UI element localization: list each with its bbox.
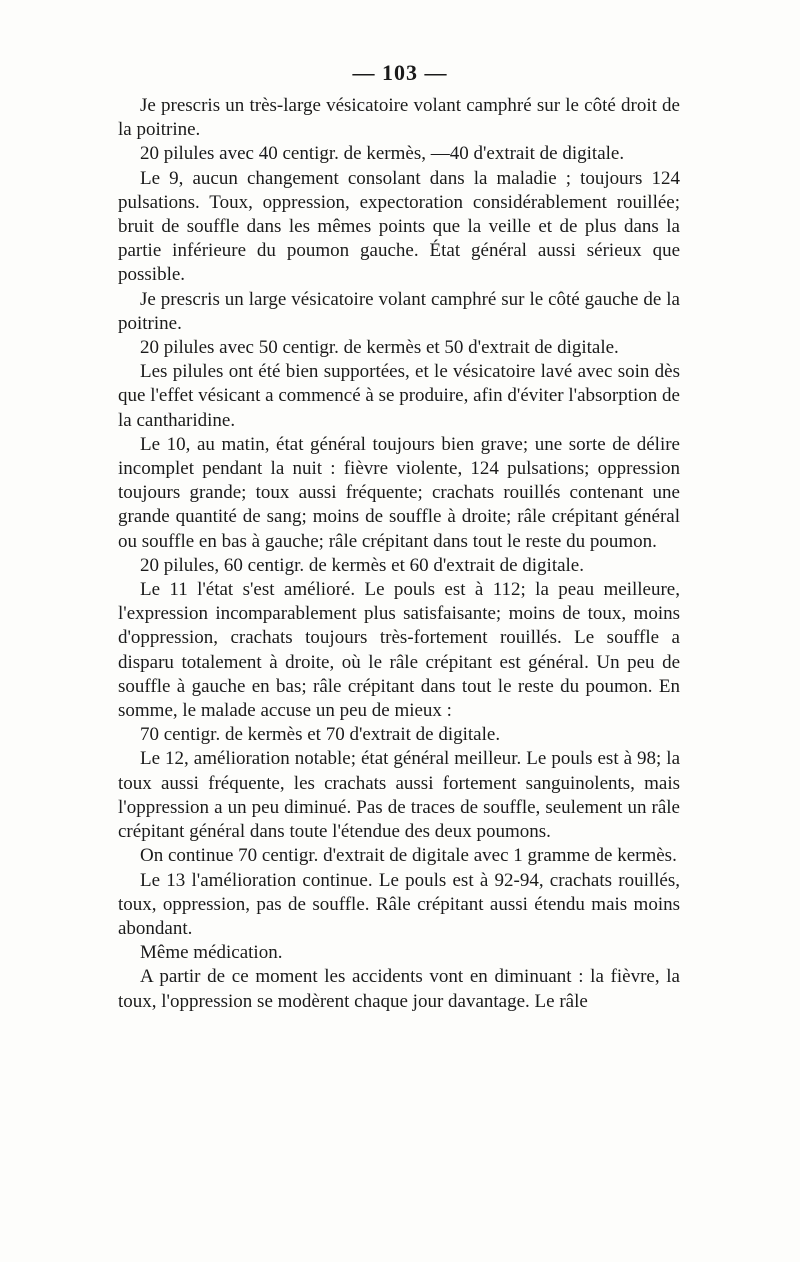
paragraph: Le 11 l'état s'est amélioré. Le pouls est à 112; la peau meilleure, l'expression incomparablement plus satisfaisante; moins de toux, moins d'oppression, crachats toujours très-fortement rouillés. Le souffle a disparu totalement à droite, où le râle crépitant est général. Un peu de souffle à gauche en bas; râle crépitant dans tout le reste du poumon. En somme, le malade accuse un peu de mieux : (118, 579, 680, 722)
paragraph: 20 pilules avec 50 centigr. de kermès et 50 d'extrait de digitale. (140, 337, 619, 359)
paragraph: A partir de ce moment les accidents vont en diminuant : la fièvre, la toux, l'oppression se modèrent chaque jour davantage. Le râle (118, 966, 680, 1012)
paragraph: On continue 70 centigr. d'extrait de digitale avec 1 gramme de kermès. (140, 845, 677, 867)
paragraph: 20 pilules avec 40 centigr. de kermès, —40 d'extrait de digitale. (140, 143, 625, 165)
paragraph: Le 12, amélioration notable; état général meilleur. Le pouls est à 98; la toux aussi fréquente, les crachats aussi fortement sanguinolents, mais l'oppression a un peu diminué. Pas de traces de souffle, seulement un râle crépitant général dans toute l'étendue des deux poumons. (118, 748, 680, 843)
body-text (118, 94, 680, 1014)
paragraph: Même médication. (140, 942, 283, 964)
paragraph: Le 9, aucun changement consolant dans la maladie ; toujours 124 pulsations. Toux, oppression, expectoration considérablement rouillée; bruit de souffle dans les mêmes points que la veille et de plus dans la partie inférieure du poumon gauche. État général aussi sérieux que possible. (118, 167, 680, 286)
paragraph: Le 13 l'amélioration continue. Le pouls est à 92-94, crachats rouillés, toux, oppression, pas de souffle. Râle crépitant aussi étendu mais moins abondant. (118, 869, 680, 939)
paragraph: Les pilules ont été bien supportées, et le vésicatoire lavé avec soin dès que l'effet vésicant a commencé à se produire, afin d'éviter l'absorption de la cantharidine. (118, 361, 680, 431)
paragraph: Le 10, au matin, état général toujours bien grave; une sorte de délire incomplet pendant la nuit : fièvre violente, 124 pulsations; oppression toujours grande; toux aussi fréquente; crachats rouillés contenant une grande quantité de sang; moins de souffle à droite; râle crépitant général ou souffle en bas à gauche; râle crépitant dans tout le reste du poumon. (118, 433, 680, 552)
paragraph: Je prescris un très-large vésicatoire volant camphré sur le côté droit de la poitrine. (118, 95, 680, 141)
paragraph: 20 pilules, 60 centigr. de kermès et 60 d'extrait de digitale. (140, 554, 584, 576)
page-number: — 103 — (352, 60, 448, 85)
paragraph: Je prescris un large vésicatoire volant camphré sur le côté gauche de la poitrine. (118, 288, 680, 334)
paragraph: 70 centigr. de kermès et 70 d'extrait de digitale. (140, 724, 501, 746)
